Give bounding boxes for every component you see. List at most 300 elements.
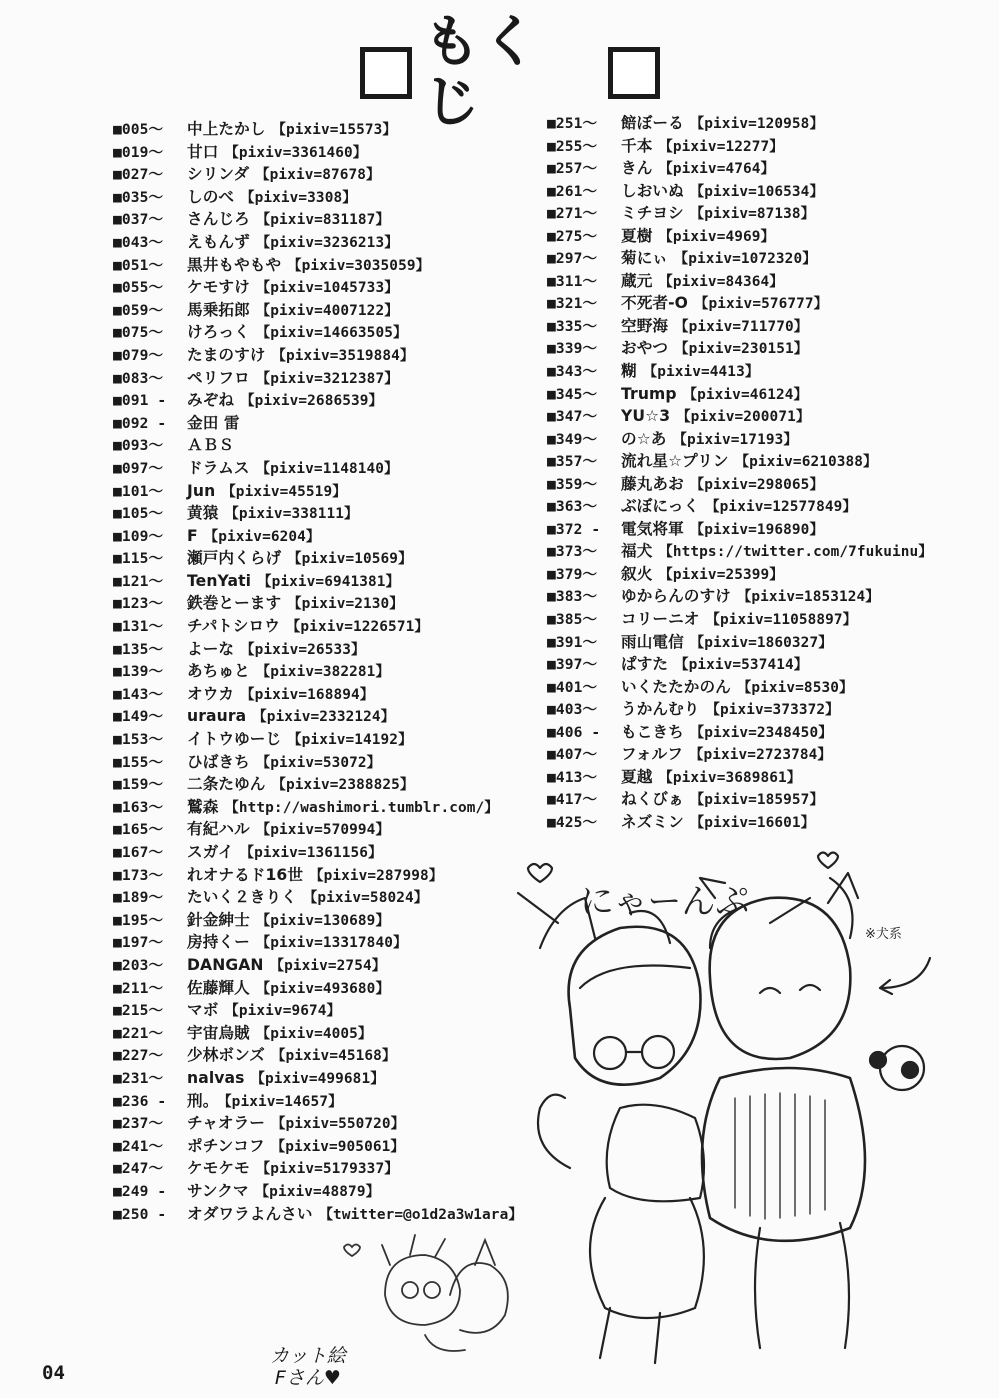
entry-page-range: ■165～	[113, 821, 164, 839]
entry-author-link: 【pixiv=14657】	[224, 1093, 343, 1110]
entry-author-link: 【pixiv=106534】	[689, 183, 824, 200]
toc-entry	[547, 450, 967, 473]
toc-entry	[547, 631, 967, 654]
entry-page-range: ■385～	[547, 611, 598, 629]
entry-author-name: けろっく	[187, 323, 250, 342]
entry-page-range: ■189～	[113, 889, 164, 907]
toc-entry	[113, 231, 543, 254]
entry-author-name: の☆あ	[621, 429, 667, 448]
toc-entry	[547, 585, 967, 608]
entry-author-link: 【pixiv=53072】	[255, 754, 382, 771]
entry-author-link: 【pixiv=25399】	[658, 566, 784, 583]
entry-author-link: 【pixiv=1853124】	[736, 589, 880, 606]
title-right-box-icon	[608, 47, 660, 99]
entry-author-link: 【pixiv=58024】	[302, 890, 429, 907]
entry-author-name: 電気将軍	[621, 519, 684, 538]
entry-author-name: uraura	[187, 707, 247, 726]
entry-author-link: 【http://washimori.tumblr.com/】	[224, 799, 499, 816]
entry-author-link: 【pixiv=11058897】	[705, 612, 858, 629]
entry-author-link: 【pixiv=84364】	[658, 273, 784, 290]
entry-page-range: ■167～	[113, 844, 164, 861]
entry-author-name: もこきち	[621, 722, 684, 741]
entry-page-range: ■321～	[547, 295, 598, 313]
entry-author-link: 【pixiv=1361156】	[239, 845, 383, 861]
entry-page-range: ■311～	[547, 272, 598, 290]
toc-entry	[113, 615, 543, 638]
toc-entry	[547, 495, 967, 518]
entry-page-range: ■251～	[547, 115, 598, 132]
toc-entry	[113, 818, 543, 841]
entry-author-name: 餢ぼーる	[621, 114, 684, 132]
entry-page-range: ■413～	[547, 768, 598, 786]
toc-entry	[113, 1044, 543, 1067]
entry-page-range: ■403～	[547, 701, 598, 719]
toc-entry	[113, 886, 543, 909]
heart-icon	[528, 864, 552, 882]
entry-page-range: ■221～	[113, 1024, 164, 1042]
entry-author-link: 【pixiv=550720】	[271, 1116, 406, 1133]
note-text: ※犬系	[865, 927, 902, 942]
entry-page-range: ■391～	[547, 633, 598, 651]
entry-author-link: 【pixiv=2348450】	[689, 724, 833, 741]
toc-entry	[113, 502, 543, 525]
entry-author-name: TenYati	[187, 571, 252, 590]
entry-author-link: 【pixiv=831187】	[255, 212, 390, 229]
entry-author-link: 【pixiv=6204】	[203, 528, 321, 545]
entry-author-name: ねくびぁ	[621, 790, 684, 809]
entry-page-range: ■359～	[547, 475, 598, 493]
entry-page-range: ■135～	[113, 640, 164, 658]
entry-page-range: ■406 -	[547, 723, 601, 741]
entry-author-link: 【pixiv=14663505】	[255, 325, 408, 342]
heart-icon	[344, 1245, 360, 1257]
entry-page-range: ■163～	[113, 798, 164, 816]
toc-entry	[113, 163, 543, 186]
entry-page-range: ■093～	[113, 437, 164, 455]
entry-page-range: ■123～	[113, 595, 164, 613]
toc-entry	[113, 1135, 543, 1158]
entry-page-range: ■397～	[547, 656, 598, 674]
entry-author-link: 【pixiv=230151】	[674, 341, 809, 358]
entry-author-name: ミチヨシ	[621, 204, 684, 223]
entry-author-name: フォルフ	[621, 745, 683, 764]
toc-entry	[113, 751, 543, 774]
entry-author-name: 黄猿	[187, 504, 219, 523]
entry-page-range: ■372 -	[547, 520, 601, 538]
entry-author-link: 【pixiv=2686539】	[240, 393, 384, 410]
toc-entry	[113, 977, 543, 1000]
toc-entry	[547, 270, 967, 293]
entry-page-range: ■247～	[113, 1160, 164, 1178]
toc-right-column	[547, 112, 967, 834]
entry-page-range: ■091 -	[113, 392, 167, 410]
entry-author-link: 【pixiv=9674】	[224, 1003, 342, 1020]
entry-page-range: ■231～	[113, 1069, 164, 1087]
entry-author-name: 有紀ハル	[187, 820, 250, 839]
entry-author-link: 【pixiv=6941381】	[257, 573, 401, 590]
credit-line-1: カット絵	[270, 1345, 346, 1367]
toc-entry	[547, 337, 967, 360]
entry-author-link: 【pixiv=2388825】	[271, 777, 415, 794]
entry-author-name: 夏越	[621, 767, 653, 786]
entry-author-link: 【pixiv=499681】	[250, 1070, 385, 1087]
entry-author-name: チャオラー	[187, 1114, 266, 1133]
credit-line-2: Fさん♥	[274, 1367, 341, 1389]
entry-page-range: ■379～	[547, 565, 598, 583]
toc-entry	[547, 315, 967, 338]
entry-author-name: チパトシロウ	[187, 617, 280, 636]
entry-author-name: スガイ	[187, 843, 234, 861]
entry-author-name: ひばきち	[187, 752, 250, 771]
entry-author-link: 【pixiv=45168】	[271, 1048, 397, 1065]
entry-page-range: ■335～	[547, 317, 598, 335]
entry-author-name: ネズミン	[621, 812, 684, 831]
toc-entry	[113, 841, 543, 864]
entry-page-range: ■339～	[547, 340, 598, 358]
entry-author-link: 【pixiv=1072320】	[673, 251, 817, 268]
entry-page-range: ■159～	[113, 776, 164, 794]
entry-author-name: コリーニオ	[621, 610, 700, 629]
toc-entry	[547, 405, 967, 428]
entry-author-link: 【pixiv=87678】	[255, 167, 381, 184]
entry-page-range: ■043～	[113, 233, 164, 251]
entry-page-range: ■195～	[113, 911, 164, 929]
entry-page-range: ■197～	[113, 934, 164, 952]
toc-entry	[547, 540, 967, 563]
toc-entry	[547, 247, 967, 270]
toc-entry	[113, 480, 543, 503]
entry-page-range: ■250 -	[113, 1205, 167, 1223]
entry-author-name: しのべ	[187, 187, 235, 206]
entry-page-range: ■203～	[113, 956, 164, 974]
entry-page-range: ■236 -	[113, 1092, 167, 1110]
toc-entry	[547, 112, 967, 135]
entry-author-name: たいく２きりく	[187, 888, 297, 907]
entry-author-link: 【pixiv=1226571】	[285, 619, 429, 636]
entry-author-name: マボ	[187, 1001, 219, 1020]
toc-entry	[113, 208, 543, 231]
toc-entry	[547, 653, 967, 676]
toc-entry	[113, 141, 543, 164]
entry-author-name: たまのすけ	[187, 345, 266, 364]
speech-text: にゃーんぷ	[580, 882, 750, 922]
entry-page-range: ■261～	[547, 182, 598, 200]
entry-author-link: 【pixiv=17193】	[672, 431, 798, 448]
entry-author-link: 【pixiv=537414】	[674, 657, 809, 674]
entry-author-name: 馬乗拓郎	[187, 300, 250, 319]
entry-page-range: ■097～	[113, 459, 164, 477]
entry-author-name: しおいぬ	[621, 181, 684, 200]
illustration-credit	[270, 1345, 346, 1389]
entry-author-link: 【pixiv=8530】	[736, 679, 854, 696]
heart-icon	[818, 853, 838, 869]
entry-author-name: 黒井もやもや	[187, 255, 282, 274]
entry-author-name: ぱすた	[621, 655, 669, 674]
toc-entry	[113, 864, 543, 887]
entry-author-link: 【pixiv=15573】	[271, 122, 397, 138]
entry-author-link: 【pixiv=200071】	[676, 409, 811, 426]
entry-page-range: ■345～	[547, 385, 598, 403]
entry-page-range: ■417～	[547, 791, 598, 809]
toc-entry	[113, 1203, 543, 1226]
entry-author-name: 福犬	[621, 542, 653, 561]
entry-author-link: 【pixiv=4007122】	[255, 302, 399, 319]
entry-page-range: ■037～	[113, 211, 164, 229]
cat-girls-illustration	[510, 838, 980, 1368]
entry-author-name: シリンダ	[187, 165, 250, 184]
entry-page-range: ■153～	[113, 731, 164, 749]
entry-author-link: 【pixiv=12577849】	[705, 499, 857, 516]
entry-author-link: 【pixiv=382281】	[255, 664, 390, 681]
entry-page-range: ■115～	[113, 550, 164, 568]
toc-entry	[113, 1157, 543, 1180]
entry-page-range: ■105～	[113, 505, 164, 523]
toc-entry	[113, 1090, 543, 1113]
title-left-box-icon	[360, 47, 412, 99]
entry-author-name: 空野海	[621, 316, 669, 335]
entry-author-link: 【pixiv=576777】	[694, 296, 829, 313]
entry-author-name: 鷲森	[187, 797, 219, 816]
entry-page-range: ■055～	[113, 279, 164, 297]
entry-author-name: 刑。	[187, 1091, 219, 1110]
entry-author-name: れオナるド16世	[187, 865, 304, 884]
toc-entry	[547, 225, 967, 248]
toc-entry	[113, 299, 543, 322]
entry-author-link: 【pixiv=3212387】	[255, 370, 399, 387]
entry-author-name: YU☆3	[621, 407, 671, 426]
toc-entry	[113, 683, 543, 706]
entry-author-link: 【pixiv=373372】	[705, 702, 840, 719]
entry-author-link: 【pixiv=3361460】	[224, 144, 368, 161]
entry-author-name: 菊にぃ	[621, 249, 668, 268]
entry-author-name: 夏樹	[621, 226, 653, 245]
toc-entry	[113, 1180, 543, 1203]
page-number: 04	[42, 1362, 65, 1384]
entry-author-link: 【pixiv=4413】	[642, 364, 760, 381]
entry-page-range: ■241～	[113, 1137, 164, 1155]
entry-page-range: ■035～	[113, 188, 164, 206]
entry-author-link: 【twitter=@o1d2a3w1ara】	[318, 1206, 523, 1223]
entry-page-range: ■297～	[547, 250, 598, 268]
entry-author-link: 【pixiv=185957】	[689, 792, 824, 809]
entry-author-name: 流れ星☆プリン	[621, 452, 729, 471]
toc-entry	[547, 202, 967, 225]
entry-page-range: ■249 -	[113, 1182, 167, 1200]
entry-page-range: ■173～	[113, 866, 164, 884]
entry-author-link: 【pixiv=6210388】	[734, 454, 878, 471]
toc-entry	[113, 1112, 543, 1135]
entry-page-range: ■143～	[113, 685, 164, 703]
toc-entry	[113, 389, 543, 412]
toc-entry	[547, 563, 967, 586]
entry-author-link: 【pixiv=48879】	[254, 1183, 381, 1200]
entry-author-link: 【pixiv=1045733】	[255, 280, 399, 297]
entry-page-range: ■401～	[547, 678, 598, 696]
toc-entry	[113, 999, 543, 1022]
entry-author-link: 【pixiv=3519884】	[271, 347, 415, 364]
entry-page-range: ■383～	[547, 588, 598, 606]
entry-author-name: 瀬戸内くらげ	[187, 549, 282, 568]
entry-author-link: 【pixiv=3236213】	[255, 234, 399, 251]
toc-entry	[547, 766, 967, 789]
entry-page-range: ■425～	[547, 813, 598, 831]
entry-author-name: ドラムス	[187, 458, 250, 477]
toc-entry	[113, 525, 543, 548]
toc-entry	[113, 660, 543, 683]
entry-author-link: 【pixiv=298065】	[689, 476, 824, 493]
entry-author-link: 【pixiv=2723784】	[689, 747, 832, 764]
entry-page-range: ■155～	[113, 753, 164, 771]
toc-entry	[113, 434, 543, 457]
entry-author-name: 二条たゆん	[187, 775, 266, 794]
entry-author-link: 【pixiv=1148140】	[255, 460, 399, 477]
entry-author-name: 甘口	[187, 142, 219, 161]
entry-author-link: 【pixiv=5179337】	[255, 1161, 399, 1178]
toc-entry	[113, 186, 543, 209]
entry-page-range: ■357～	[547, 453, 598, 471]
entry-page-range: ■005～	[113, 121, 164, 138]
entry-author-name: 鉄巻とーます	[187, 594, 282, 613]
entry-page-range: ■271～	[547, 205, 598, 223]
toc-entry	[113, 909, 543, 932]
toc-entry	[547, 180, 967, 203]
entry-author-link: 【pixiv=3689861】	[658, 769, 802, 786]
toc-entry	[113, 457, 543, 480]
entry-author-link: 【pixiv=2332124】	[252, 709, 396, 726]
entry-author-name: 不死者-O	[621, 294, 689, 313]
entry-author-name: 雨山電信	[621, 632, 684, 651]
toc-entry	[113, 321, 543, 344]
entry-page-range: ■059～	[113, 301, 164, 319]
entry-author-link: 【pixiv=14192】	[287, 732, 413, 749]
toc-entry	[113, 931, 543, 954]
entry-author-link: 【pixiv=4764】	[658, 161, 776, 178]
toc-entry	[113, 592, 543, 615]
entry-page-range: ■075～	[113, 324, 164, 342]
entry-author-name: nalvas	[187, 1068, 245, 1087]
entry-author-name: ケモすけ	[187, 278, 250, 297]
toc-entry	[547, 698, 967, 721]
toc-entry	[113, 1067, 543, 1090]
entry-author-name: みぞね	[187, 391, 235, 410]
entry-author-name: 藤丸あお	[621, 474, 684, 493]
toc-entry	[547, 721, 967, 744]
entry-author-link: 【pixiv=87138】	[689, 206, 816, 223]
entry-author-link: 【pixiv=905061】	[270, 1138, 405, 1155]
entry-author-name: 針金紳士	[187, 910, 250, 929]
entry-page-range: ■343～	[547, 363, 598, 381]
toc-entry	[547, 157, 967, 180]
entry-author-link: 【pixiv=26533】	[240, 641, 366, 658]
entry-author-name: 宇宙烏賊	[187, 1023, 250, 1042]
entry-author-link: 【https://twitter.com/7fukuinu】	[658, 544, 933, 561]
chibi-sketch-illustration	[330, 1225, 530, 1375]
entry-author-link: 【pixiv=338111】	[224, 506, 359, 523]
toc-entry	[547, 811, 967, 834]
entry-author-name: 房持くー	[187, 933, 250, 952]
entry-author-link: 【pixiv=130689】	[255, 912, 390, 929]
entry-page-range: ■051～	[113, 256, 164, 274]
entry-author-link: 【pixiv=4005】	[255, 1025, 373, 1042]
entry-author-name: Trump	[621, 384, 677, 403]
entry-page-range: ■083～	[113, 369, 164, 387]
toc-entry	[113, 796, 543, 819]
toc-entry	[547, 292, 967, 315]
entry-page-range: ■079～	[113, 346, 164, 364]
entry-author-name: Jun	[187, 481, 216, 500]
entry-page-range: ■131～	[113, 618, 164, 636]
entry-page-range: ■139～	[113, 663, 164, 681]
entry-author-name: 佐藤輝人	[187, 978, 250, 997]
toc-entry	[547, 428, 967, 451]
toc-entry	[547, 676, 967, 699]
entry-page-range: ■019～	[113, 143, 164, 161]
entry-author-link: 【pixiv=2130】	[287, 596, 404, 613]
toc-entry	[113, 954, 543, 977]
entry-page-range: ■255～	[547, 137, 598, 155]
entry-author-link: 【pixiv=287998】	[309, 867, 444, 884]
entry-author-link: 【pixiv=196890】	[689, 521, 824, 538]
entry-author-link: 【pixiv=3308】	[240, 189, 357, 206]
toc-entry	[113, 570, 543, 593]
toc-entry	[547, 743, 967, 766]
entry-author-name: ケモケモ	[187, 1159, 250, 1178]
entry-author-link: 【pixiv=16601】	[689, 814, 816, 831]
entry-author-name: えもんず	[187, 232, 250, 251]
entry-author-link: 【pixiv=120958】	[689, 116, 824, 132]
toc-entry	[113, 638, 543, 661]
toc-entry	[113, 547, 543, 570]
entry-page-range: ■109～	[113, 527, 164, 545]
entry-author-name: オダワラよんさい	[187, 1204, 313, 1223]
entry-author-link: 【pixiv=570994】	[255, 822, 390, 839]
entry-author-name: ペリフロ	[187, 368, 250, 387]
entry-author-name: きん	[621, 159, 653, 178]
entry-author-link: 【pixiv=3035059】	[287, 257, 431, 274]
toc-entry	[113, 1022, 543, 1045]
toc-entry	[113, 276, 543, 299]
entry-author-name: DANGAN	[187, 955, 264, 974]
entry-author-name: いくたたかのん	[621, 677, 731, 696]
entry-author-name: よーな	[187, 639, 235, 658]
entry-page-range: ■349～	[547, 430, 598, 448]
entry-author-link: 【pixiv=1860327】	[689, 634, 833, 651]
toc-entry	[113, 118, 543, 141]
entry-author-link: 【pixiv=493680】	[255, 980, 390, 997]
entry-author-name: 少林ボンズ	[187, 1046, 266, 1065]
entry-author-link: 【pixiv=4969】	[658, 228, 776, 245]
entry-author-link: 【pixiv=10569】	[287, 551, 413, 568]
entry-author-name: うかんむり	[621, 700, 700, 719]
toc-entry	[113, 705, 543, 728]
toc-entry	[547, 473, 967, 496]
entry-author-name: F	[187, 526, 198, 545]
toc-entry	[113, 367, 543, 390]
entry-author-name: さんじろ	[187, 210, 250, 229]
entry-page-range: ■237～	[113, 1115, 164, 1133]
entry-author-name: 金田 雷	[187, 413, 240, 432]
toc-entry	[547, 608, 967, 631]
toc-entry	[113, 412, 543, 435]
toc-entry	[113, 728, 543, 751]
entry-page-range: ■363～	[547, 498, 598, 516]
entry-author-name: イトウゆーじ	[187, 730, 282, 749]
entry-author-name: ＡＢＳ	[187, 436, 235, 455]
entry-page-range: ■211～	[113, 979, 164, 997]
entry-page-range: ■092 -	[113, 414, 167, 432]
entry-page-range: ■101～	[113, 482, 164, 500]
entry-author-name: 糊	[621, 362, 637, 381]
